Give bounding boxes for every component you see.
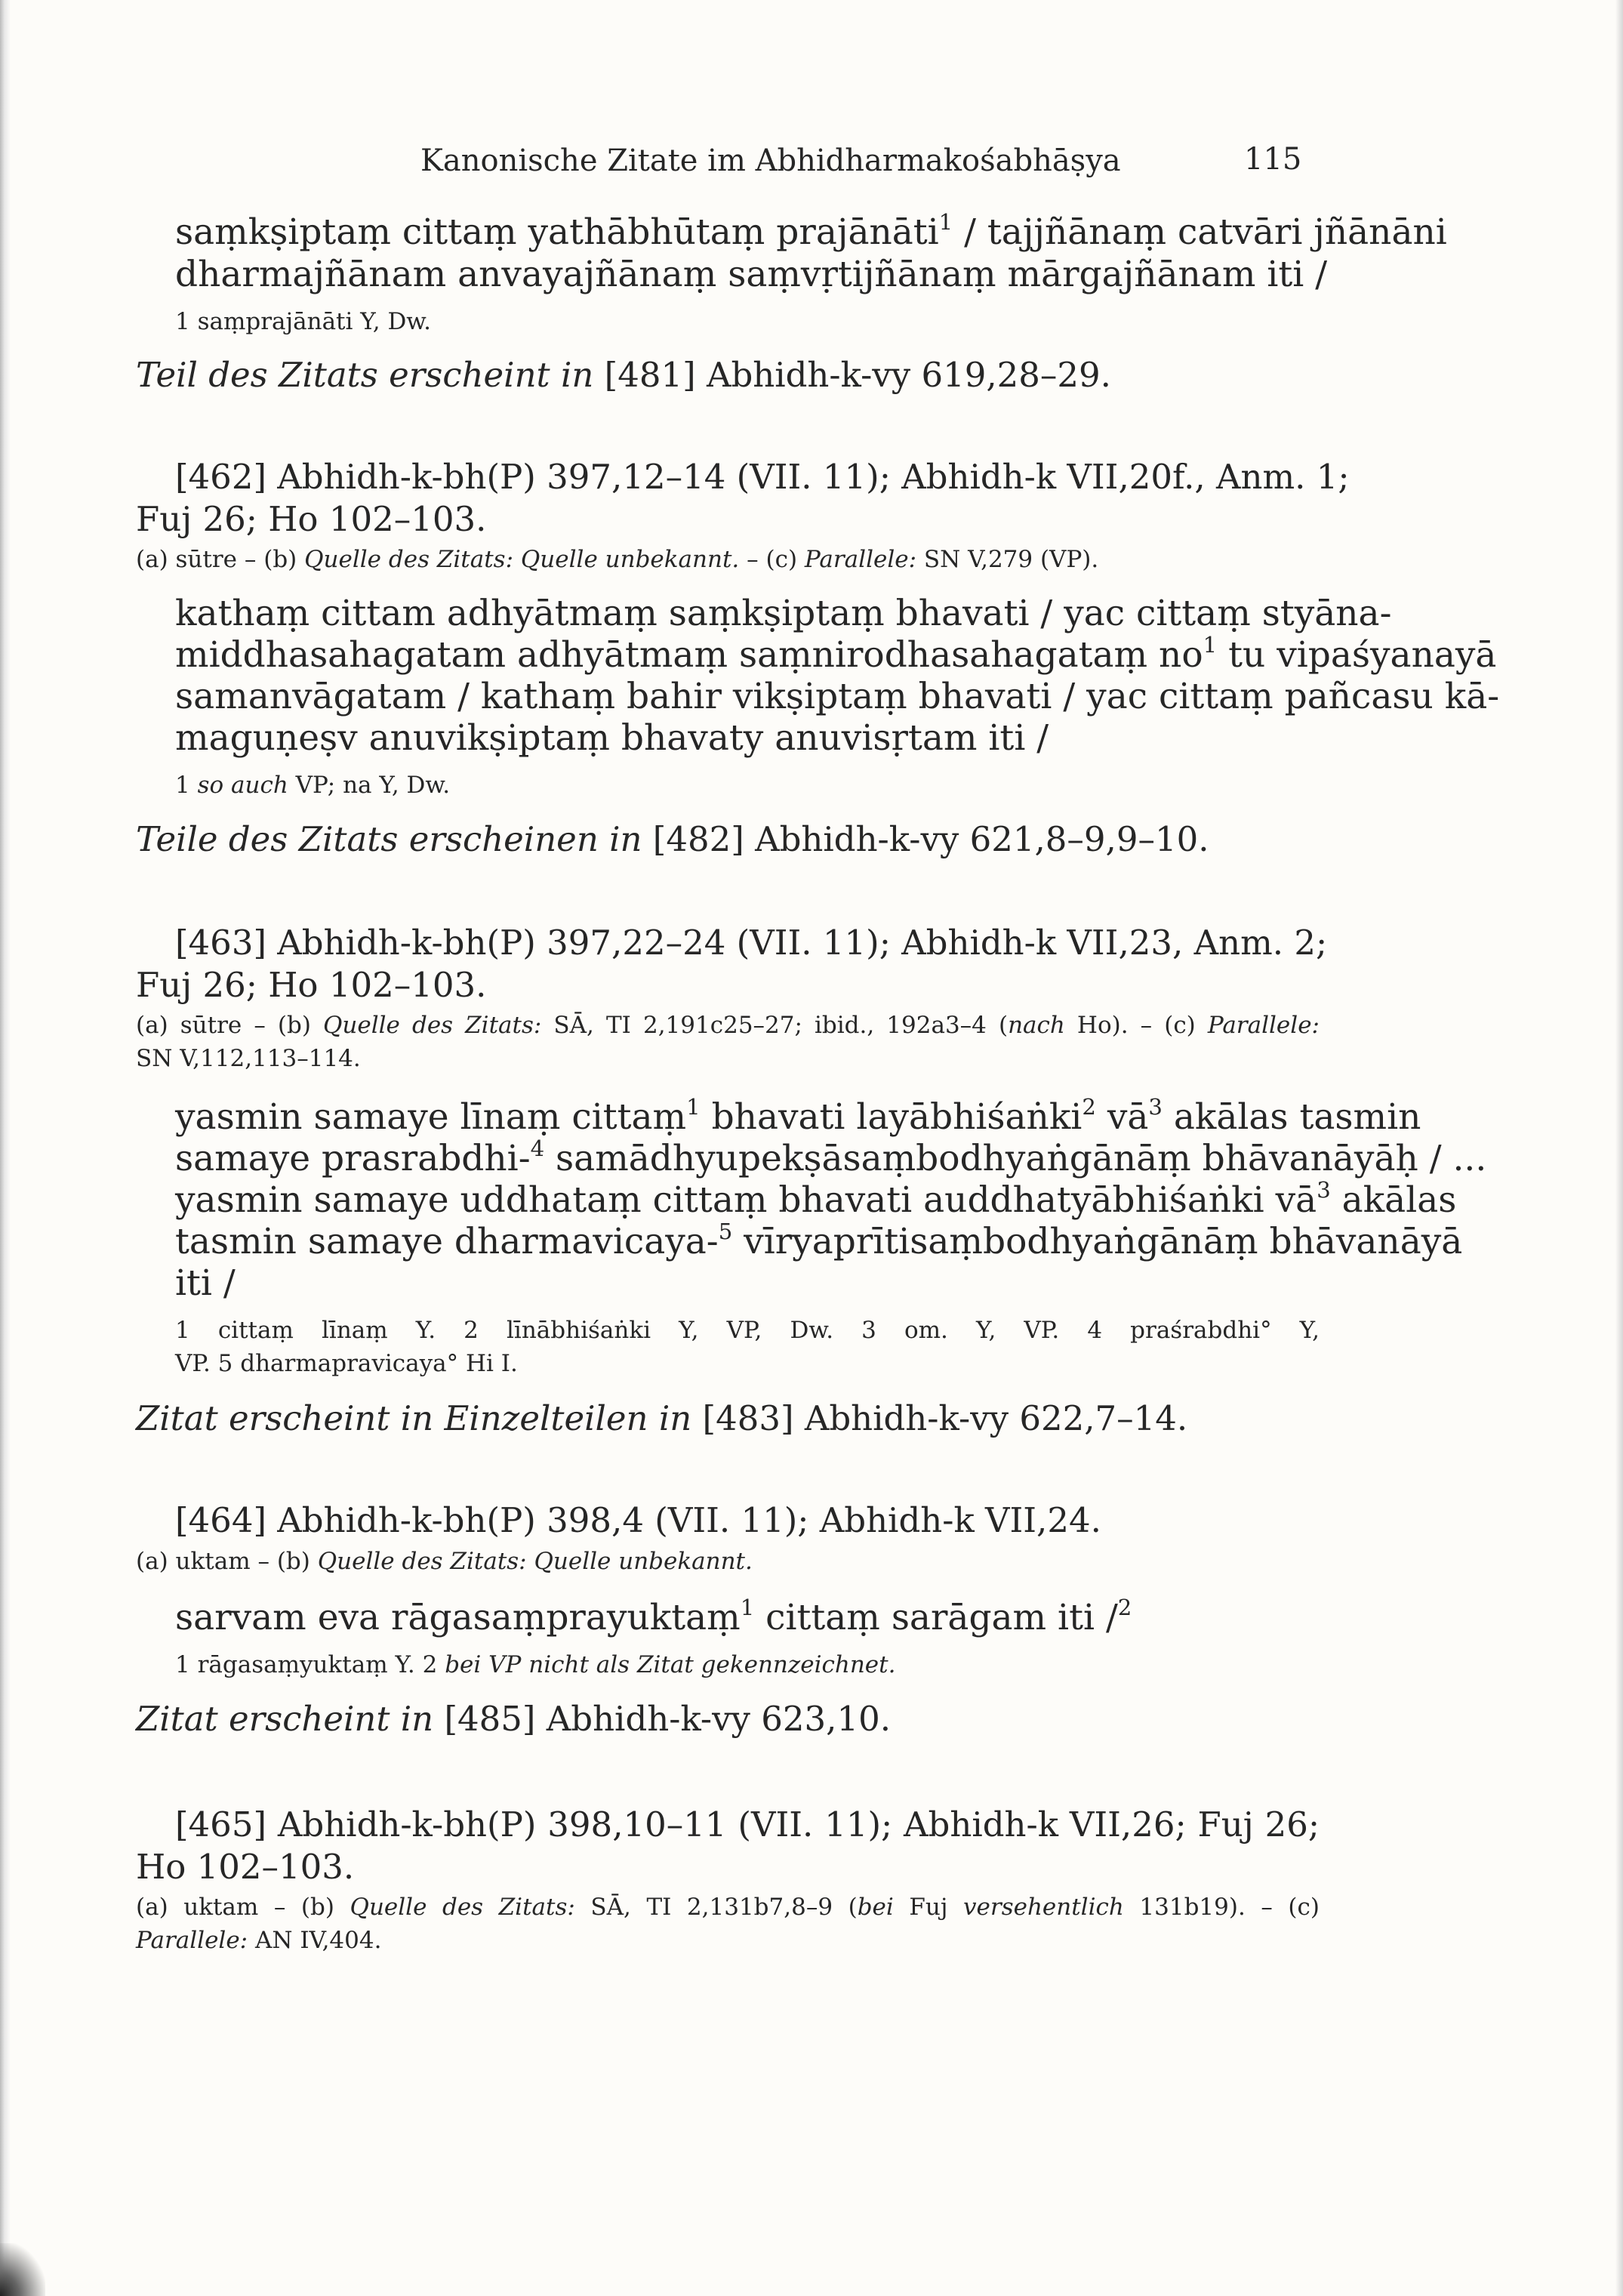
quote-line: yasmin samaye uddhataṃ cittaṃ bhavati auddhatyābhiśaṅki $vā^3$ akālas xyxy=(175,1177,1457,1221)
entry-464-meta: (a) uktam – (b) Quelle des Zitats: Quelle unbekannt. xyxy=(136,1548,753,1575)
footnote: 1 saṃprajānāti Y, Dw. xyxy=(175,308,432,335)
quote-line: middhasahagatam adhyātmaṃ saṃnirodhasahagataṃ $no^1$ tu vipaśyanayā xyxy=(175,632,1497,676)
entry-463-meta: (a) sūtre – (b) Quelle des Zitats: SĀ, TI 2,191c25–27; ibid., 192a3–4 (nach Ho). – (c) Parallele: xyxy=(136,1012,1320,1039)
entry-463-heading-cont: Fuj 26; Ho 102–103. xyxy=(136,965,487,1005)
entry-462-heading-cont: Fuj 26; Ho 102–103. xyxy=(136,499,487,539)
quote-line: tasmin samaye dharmavicaya-$^5$ vīryaprītisaṃbodhyaṅgānāṃ bhāvanāyā xyxy=(175,1219,1463,1262)
scan-ink-blot xyxy=(0,2243,45,2296)
entry-465-meta-cont: Parallele: AN IV,404. xyxy=(136,1927,382,1954)
quote-line: saṃkṣiptaṃ cittaṃ yathābhūtaṃ prajānāti$^1$ / tajjñānaṃ catvāri jñānāni xyxy=(175,209,1447,253)
footnote: 1 cittaṃ līnaṃ Y. 2 līnābhiśaṅki Y, VP, Dw. 3 om. Y, VP. 4 praśrabdhi° Y, xyxy=(175,1317,1320,1344)
entry-465-heading: [465] Abhidh-k-bh(P) 398,10–11 (VII. 11); Abhidh-k VII,26; Fuj 26; xyxy=(175,1804,1320,1845)
appears-in-line: Teile des Zitats erscheinen in [482] Abhidh-k-vy 621,8–9,9–10. xyxy=(136,819,1209,859)
entry-463-meta-cont: SN V,112,113–114. xyxy=(136,1045,361,1072)
page-edge-shadow xyxy=(1615,0,1623,2296)
page-number: 115 xyxy=(1244,142,1302,177)
footnote: 1 rāgasaṃyuktaṃ Y. 2 bei VP nicht als Zitat gekennzeichnet. xyxy=(175,1651,896,1678)
quote-line: dharmajñānam anvayajñānaṃ saṃvṛtijñānaṃ mārgajñānam iti / xyxy=(175,254,1328,295)
entry-465-meta: (a) uktam – (b) Quelle des Zitats: SĀ, TI 2,131b7,8–9 (bei Fuj versehentlich 131b19). – (c) xyxy=(136,1894,1320,1921)
entry-462-heading: [462] Abhidh-k-bh(P) 397,12–14 (VII. 11); Abhidh-k VII,20f., Anm. 1; xyxy=(175,457,1350,497)
footnote: VP. 5 dharmapravicaya° Hi I. xyxy=(175,1350,518,1377)
footnote: 1 so auch VP; na Y, Dw. xyxy=(175,772,451,799)
quote-line: samaye prasrabdhi-$^4$ samādhyupekṣāsaṃbodhyaṅgānāṃ bhāvanāyāḥ / ... xyxy=(175,1136,1487,1179)
quote-line: samanvāgatam / kathaṃ bahir vikṣiptaṃ bhavati / yac cittaṃ pañcasu kā- xyxy=(175,676,1500,717)
quote-line: iti / xyxy=(175,1262,236,1304)
appears-in-line: Zitat erscheint in [485] Abhidh-k-vy 623,10. xyxy=(136,1699,892,1739)
entry-464-heading: [464] Abhidh-k-bh(P) 398,4 (VII. 11); Abhidh-k VII,24. xyxy=(175,1500,1101,1540)
quote-line: sarvam eva rāgasaṃprayuktaṃ$^1$ cittaṃ sarāgam iti /$^2$ xyxy=(175,1595,1132,1638)
appears-in-line: Zitat erscheint in Einzelteilen in [483] Abhidh-k-vy 622,7–14. xyxy=(136,1398,1188,1438)
entry-462-meta: (a) sūtre – (b) Quelle des Zitats: Quelle unbekannt. – (c) Parallele: SN V,279 (VP). xyxy=(136,546,1099,573)
quote-line: yasmin samaye līnaṃ cittaṃ$^1$ bhavati layābhiśaṅki$^2$ $vā^3$ akālas tasmin xyxy=(175,1094,1421,1138)
quote-line: kathaṃ cittam adhyātmaṃ saṃkṣiptaṃ bhavati / yac cittaṃ styāna- xyxy=(175,593,1392,634)
entry-465-heading-cont: Ho 102–103. xyxy=(136,1847,355,1887)
appears-in-line: Teil des Zitats erscheint in [481] Abhidh-k-vy 619,28–29. xyxy=(136,355,1111,395)
running-title: Kanonische Zitate im Abhidharmakośabhāṣya xyxy=(420,143,1121,178)
entry-463-heading: [463] Abhidh-k-bh(P) 397,22–24 (VII. 11); Abhidh-k VII,23, Anm. 2; xyxy=(175,923,1328,963)
book-spine-shadow xyxy=(0,0,11,2296)
quote-line: maguṇeṣv anuvikṣiptaṃ bhavaty anuvisṛtam iti / xyxy=(175,717,1049,759)
